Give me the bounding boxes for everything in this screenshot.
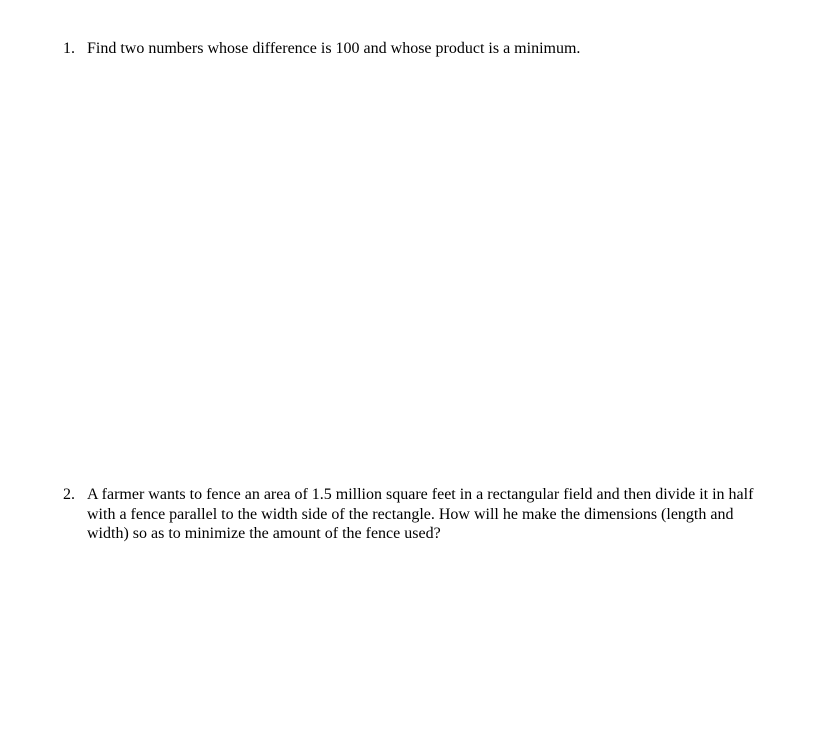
question-2-number: 2. <box>63 486 75 503</box>
question-2-text <box>87 485 803 544</box>
question-1-line-1: Find two numbers whose difference is 100 and whose product is a minimum. <box>87 40 581 57</box>
question-2-line-1: A farmer wants to fence an area of 1.5 million square feet in a rectangular field and then divide it in half <box>87 486 754 503</box>
question-1-number: 1. <box>63 40 75 57</box>
question-1-text <box>87 39 803 59</box>
question-2-line-2: with a fence parallel to the width side of the rectangle. How will he make the dimensions (length and <box>87 505 734 523</box>
question-1 <box>63 39 803 59</box>
question-2 <box>63 485 803 544</box>
question-2-line-3: width) so as to minimize the amount of the fence used? <box>87 525 441 542</box>
